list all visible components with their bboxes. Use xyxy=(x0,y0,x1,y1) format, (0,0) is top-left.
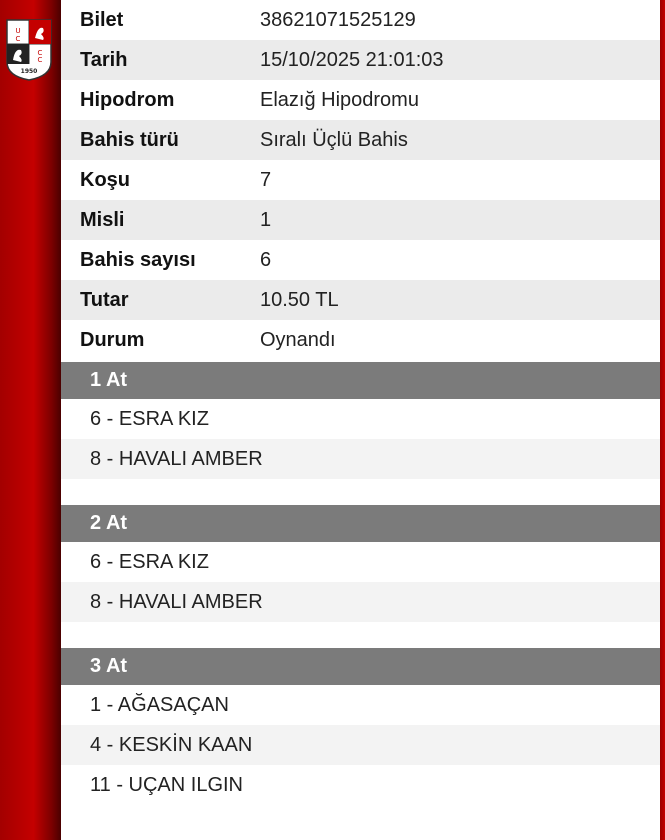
section-header: 3 At xyxy=(61,648,660,685)
info-label: Bahis türü xyxy=(80,128,179,151)
info-label: Tutar xyxy=(80,288,129,311)
info-row xyxy=(61,320,660,360)
info-value: 15/10/2025 21:01:03 xyxy=(260,48,444,71)
info-label: Misli xyxy=(80,208,125,231)
brand-sidebar xyxy=(0,0,61,840)
horse-row: 1 - AĞASAÇAN xyxy=(90,693,229,716)
info-row xyxy=(61,160,660,200)
info-value: 7 xyxy=(260,168,272,191)
info-label: Hipodrom xyxy=(80,88,175,111)
svg-text:C: C xyxy=(37,56,43,64)
info-label: Bahis sayısı xyxy=(80,248,196,271)
ticket-info-list xyxy=(61,0,660,360)
info-value: 38621071525129 xyxy=(260,8,416,31)
section-header: 1 At xyxy=(61,362,660,399)
info-value: Sıralı Üçlü Bahis xyxy=(260,128,408,151)
svg-text:1950: 1950 xyxy=(20,68,38,75)
horse-row: 11 - UÇAN ILGIN xyxy=(90,773,243,796)
selection-section xyxy=(61,362,660,479)
info-row xyxy=(61,120,660,160)
svg-text:U: U xyxy=(15,27,21,35)
info-value: 6 xyxy=(260,248,272,271)
horse-row: 8 - HAVALI AMBER xyxy=(61,439,660,479)
info-row xyxy=(61,240,660,280)
horse-row: 4 - KESKİN KAAN xyxy=(61,725,660,765)
svg-text:C: C xyxy=(37,49,43,57)
info-value: 10.50 TL xyxy=(260,288,339,311)
ticket-detail-panel xyxy=(61,0,660,840)
info-row xyxy=(61,0,660,40)
selection-sections xyxy=(61,360,660,805)
horse-row: 6 - ESRA KIZ xyxy=(90,407,209,430)
svg-text:C: C xyxy=(15,35,21,43)
info-row xyxy=(61,200,660,240)
club-logo-icon xyxy=(5,18,53,82)
selection-section xyxy=(61,648,660,805)
info-label: Durum xyxy=(80,328,145,351)
info-value: Elazığ Hipodromu xyxy=(260,88,419,111)
info-label: Koşu xyxy=(80,168,130,191)
info-value: 1 xyxy=(260,208,272,231)
info-label: Bilet xyxy=(80,8,124,31)
horse-row: 8 - HAVALI AMBER xyxy=(61,582,660,622)
info-row xyxy=(61,40,660,80)
info-row xyxy=(61,80,660,120)
horse-row: 6 - ESRA KIZ xyxy=(90,550,209,573)
info-label: Tarih xyxy=(80,48,128,71)
section-header: 2 At xyxy=(61,505,660,542)
info-value: Oynandı xyxy=(260,328,336,351)
info-row xyxy=(61,280,660,320)
right-border xyxy=(660,0,665,840)
selection-section xyxy=(61,505,660,622)
